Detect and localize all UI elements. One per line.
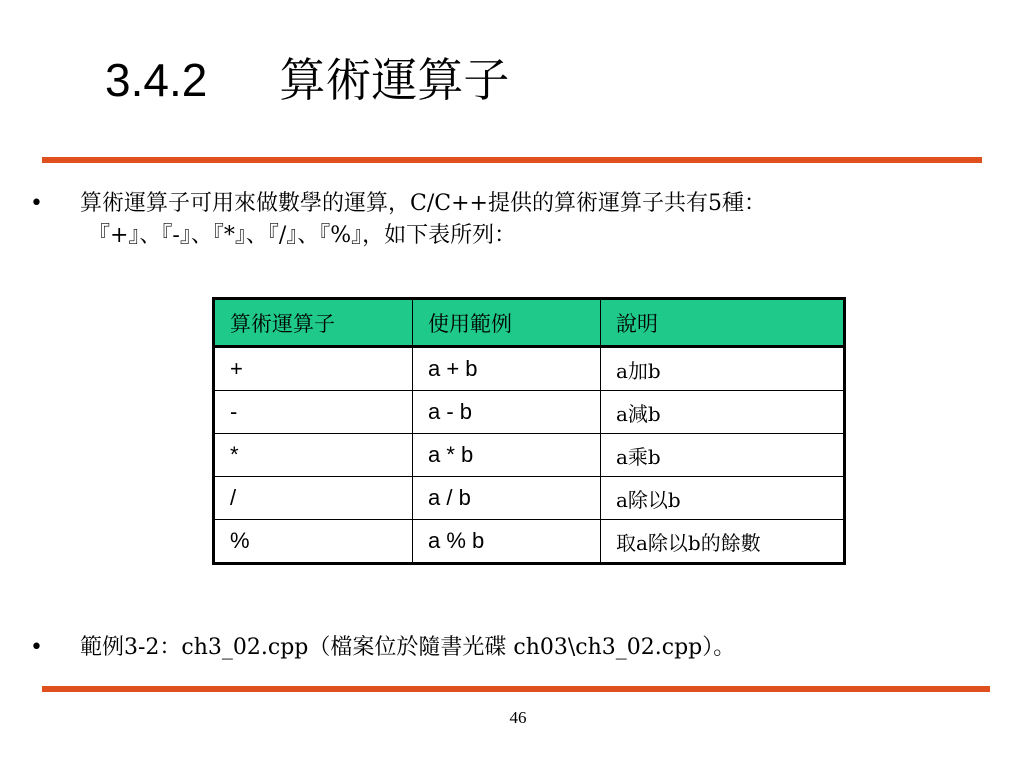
table-header-row	[214, 299, 845, 347]
table-row	[214, 347, 845, 391]
cell-example: a * b	[413, 434, 601, 477]
cell-operator: %	[214, 520, 413, 564]
bullet-example-text: 範例3-2：ch3_02.cpp（檔案位於隨書光碟 ch03\ch3_02.cpp）。	[80, 635, 736, 660]
cell-example: a / b	[413, 477, 601, 520]
top-divider	[42, 157, 982, 163]
cell-operator: *	[214, 434, 413, 477]
cell-description: a除以b	[601, 477, 845, 520]
header-description: 說明	[601, 299, 845, 347]
bullet-dot: •	[30, 191, 43, 216]
page-number: 46	[509, 708, 527, 727]
table-row	[214, 477, 845, 520]
slide-title	[105, 50, 509, 110]
header-operator: 算術運算子	[214, 299, 413, 347]
table-row	[214, 520, 845, 564]
bullet-example	[30, 632, 980, 668]
cell-operator: +	[214, 347, 413, 391]
cell-description: a乘b	[601, 434, 845, 477]
bullet-intro-text	[80, 188, 980, 252]
cell-description: 取a除以b的餘數	[601, 520, 845, 564]
cell-example: a - b	[413, 391, 601, 434]
section-number: 3.4.2	[105, 54, 208, 106]
cell-example: a % b	[413, 520, 601, 564]
table-row	[214, 434, 845, 477]
cell-operator: -	[214, 391, 413, 434]
bullet-intro-line-1: 算術運算子可用來做數學的運算，C/C++提供的算術運算子共有5種：	[80, 191, 766, 216]
header-example: 使用範例	[413, 299, 601, 347]
operators-table	[212, 297, 846, 565]
bullet-dot: •	[30, 635, 43, 660]
bottom-divider	[42, 686, 990, 692]
cell-description: a加b	[601, 347, 845, 391]
bullet-intro	[30, 188, 980, 258]
section-heading: 算術運算子	[279, 53, 510, 107]
cell-operator: /	[214, 477, 413, 520]
table-row	[214, 391, 845, 434]
cell-example: a + b	[413, 347, 601, 391]
bullet-intro-line-2: 『+』、『-』、『*』、『/』、『%』，如下表所列：	[88, 223, 517, 248]
cell-description: a減b	[601, 391, 845, 434]
